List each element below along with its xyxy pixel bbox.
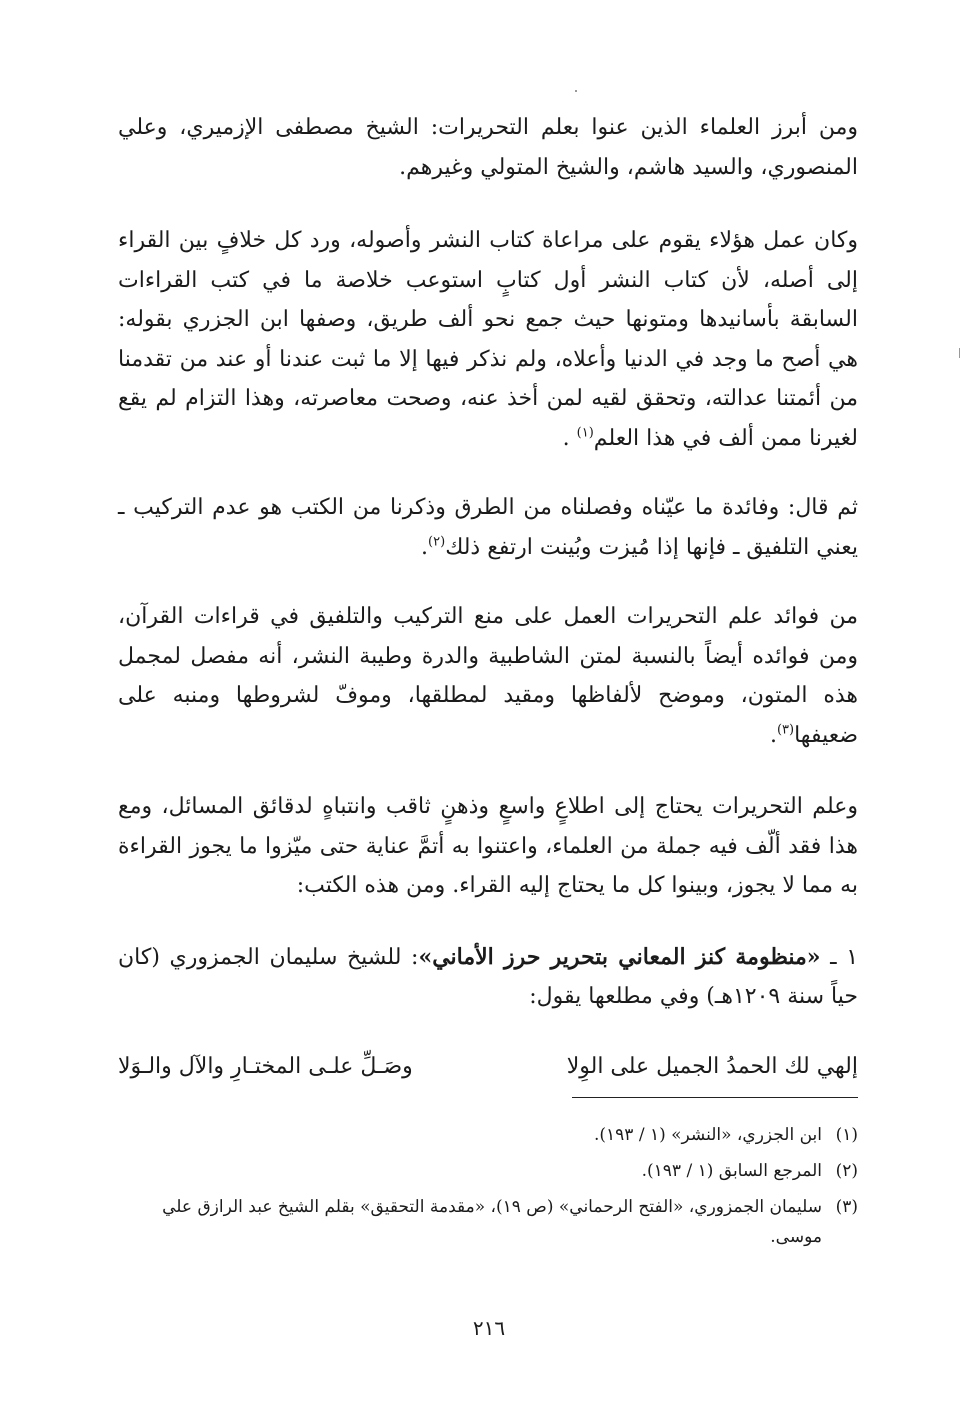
poem-verse xyxy=(118,1047,858,1087)
paragraph-5: وعلم التحريرات يحتاج إلى اطلاعٍ واسعٍ وذهنٍ ثاقب وانتباهٍ لدقائق المسائل، ومع هذا فقد ألّف فيه جملة من العلماء، واعتنوا به أتمَّ عناية حتى ميّزوا ما يجوز القراءة به مما لا يجوز، وبينوا كل ما يحتاج إليه القراء. ومن هذه الكتب: xyxy=(118,794,858,898)
footnote-ref-2[interactable]: (٢) xyxy=(428,534,446,550)
footnote-text: ابن الجزري، «النشر» (١ / ١٩٣). xyxy=(593,1125,822,1145)
footnote-3 xyxy=(118,1192,858,1252)
footnote-ref-3[interactable]: (٣) xyxy=(776,722,795,738)
book-title: «منظومة كنز المعاني بتحرير حرز الأماني» xyxy=(418,943,821,970)
list-item-1 xyxy=(118,938,858,1017)
footnotes xyxy=(118,1120,858,1252)
paragraph-4-text: من فوائد علم التحريرات العمل على منع التركيب والتلفيق في قراءات القرآن، ومن فوائده أيضاً بالنسبة لمتن الشاطبية والدرة وطيبة النشر، أنه مفصل لمجمل هذه المتون، وموضح لألفاظها ومقيد لمطلقها، وموفّ لشروطها ومنبه على ضعيفها xyxy=(118,604,858,748)
footnote-text: المرجع السابق (١ / ١٩٣). xyxy=(641,1161,822,1181)
paragraph-3-end: . xyxy=(421,534,429,560)
paragraph-2 xyxy=(118,221,858,458)
main-text xyxy=(118,108,858,1087)
margin-dot xyxy=(575,90,577,92)
paragraph-4 xyxy=(118,597,858,755)
verse-second-hemistich: وصَـلِّ علـى المختـارِ والآل والـوَلا xyxy=(118,1053,413,1079)
list-item-number: ١ ـ xyxy=(820,944,859,970)
paragraph-3 xyxy=(118,488,858,567)
paragraph-4-end: . xyxy=(769,722,777,748)
footnote-number: (٣) xyxy=(835,1197,858,1217)
footnote-ref-1[interactable]: (١) xyxy=(576,425,594,441)
footnote-1 xyxy=(118,1120,858,1150)
page-number: ٢١٦ xyxy=(472,1316,506,1340)
paragraph-2-text: وكان عمل هؤلاء يقوم على مراعاة كتاب النشر وأصوله، ورد كل خلافٍ بين القراء إلى أصله، لأن كتاب النشر أول كتابٍ استوعب خلاصة ما في كتب القراءات السابقة بأسانيدها ومتونها حيث جمع نحو ألف طريق، وصفها ابن الجزري بقوله: هي أصح ما وجد في الدنيا وأعلاه، ولم نذكر فيها إلا ما ثبت عندنا أو عند من تقدمنا من أئمتنا عدالته، وتحقق لقيه لمن أخذ عنه، وصحت معاصرته، وهذا التزام لم يقع لغيرنا ممن ألف في هذا العلم xyxy=(118,228,858,451)
paragraph-2-end: . xyxy=(562,425,570,451)
footnote-number: (١) xyxy=(835,1125,858,1145)
paragraph-3-text: ثم قال: وفائدة ما عيّناه وفصلناه من الطرق وذكرنا من الكتب هو عدم التركيب ـ يعني التلفيق ـ فإنها إذا مُيزت وبُينت ارتفع ذلك xyxy=(118,495,858,560)
margin-mark xyxy=(959,348,960,358)
footnote-2 xyxy=(118,1156,858,1186)
list-item-text: : للشيخ سليمان الجمزوري (كان حياً سنة ١٢٠٩هـ) وفي مطلعها يقول: xyxy=(118,944,858,1009)
footnote-number: (٢) xyxy=(835,1161,858,1181)
footnote-separator xyxy=(572,1097,858,1098)
paragraph-1: ومن أبرز العلماء الذين عنوا بعلم التحريرات: الشيخ مصطفى الإزميري، وعلي المنصوري، والسيد هاشم، والشيخ المتولي وغيرهم. xyxy=(118,115,858,180)
verse-first-hemistich: إلهي لك الحمدُ الجميل على الوِلا xyxy=(566,1053,858,1079)
footnote-text: سليمان الجمزوري، «الفتح الرحماني» (ص ١٩)، «مقدمة التحقيق» بقلم الشيخ عبد الرازق علي موسى. xyxy=(162,1197,822,1247)
